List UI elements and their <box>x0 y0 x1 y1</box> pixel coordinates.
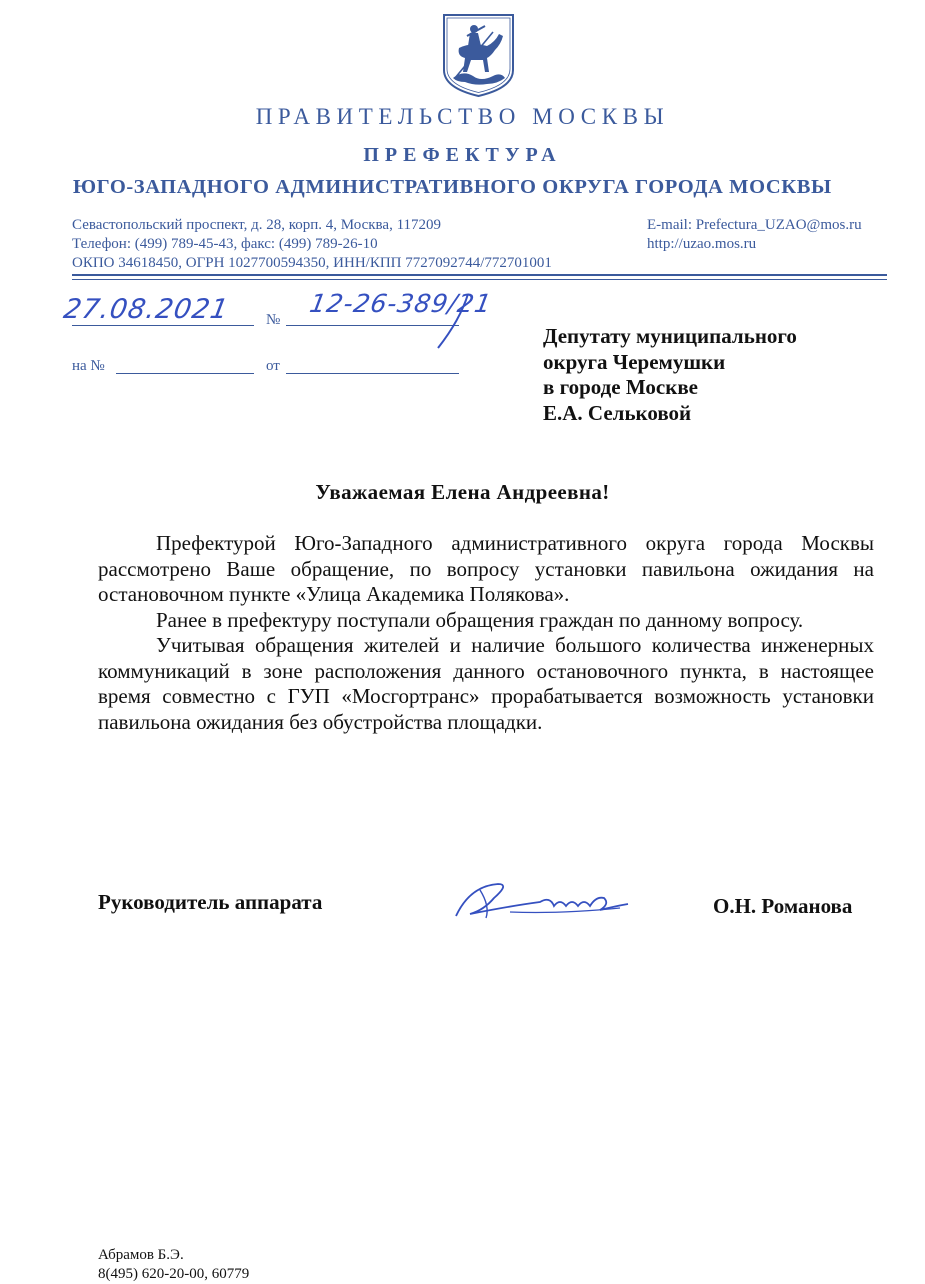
executor-phone: 8(495) 620-20-00, 60779 <box>98 1266 250 1282</box>
recipient-block <box>543 324 797 426</box>
contact-block-right <box>647 216 862 254</box>
greeting: Уважаемая Елена Андреевна! <box>315 480 610 504</box>
recipient-line: округа Черемушки <box>543 349 726 374</box>
prefecture-title: ПРЕФЕКТУРА <box>363 144 562 166</box>
email-line: E-mail: Prefectura_UZAO@mos.ru <box>647 217 862 233</box>
number-label: № <box>266 312 281 328</box>
address-line: Севастопольский проспект, д. 28, корп. 4, Москва, 117209 <box>72 217 442 233</box>
reply-number-label: на № <box>72 358 105 374</box>
phone-line: Телефон: (499) 789-45-43, факс: (499) 789-26-10 <box>72 236 378 252</box>
executor-name: Абрамов Б.Э. <box>98 1247 184 1263</box>
reply-number-line <box>116 373 254 374</box>
reply-date-label: от <box>266 358 280 374</box>
district-title: ЮГО-ЗАПАДНОГО АДМИНИСТРАТИВНОГО ОКРУГА ГОРОДА МОСКВЫ <box>73 176 832 198</box>
government-title: ПРАВИТЕЛЬСТВО МОСКВЫ <box>255 104 670 129</box>
letter-body <box>98 531 874 735</box>
contact-block-left <box>72 216 552 273</box>
codes-line: ОКПО 34618450, ОГРН 1027700594350, ИНН/КПП 7727092744/772701001 <box>72 255 552 271</box>
handwritten-date: 27.08.2021 <box>61 294 232 325</box>
reply-date-line <box>286 373 459 374</box>
website-line: http://uzao.mos.ru <box>647 236 757 252</box>
header-rule-thin <box>72 279 887 280</box>
recipient-line: в городе Москве <box>543 375 698 399</box>
handwritten-signature-icon <box>450 876 635 926</box>
registration-slash-stroke <box>430 290 480 352</box>
body-paragraph: Ранее в префектуру поступали обращения граждан по данному вопросу. <box>156 607 804 632</box>
executor-block <box>98 1246 249 1284</box>
recipient-line: Депутату муниципального <box>543 324 797 348</box>
date-field-line <box>72 325 254 326</box>
recipient-line: Е.А. Сельковой <box>543 400 692 425</box>
signatory-name: О.Н. Романова <box>713 894 853 918</box>
signatory-role: Руководитель аппарата <box>98 890 323 914</box>
body-paragraph: Учитывая обращения жителей и наличие большого количества инженерных коммуникаций в зоне расположения данного остановочного пункта, в настоящее время совместно с ГУП «Мосгортранс» прорабатывается возможность установки павильона ожидания без обустройства площадки. <box>98 633 874 734</box>
body-paragraph: Префектурой Юго-Западного административного округа города Москвы рассмотрено Ваше обращение, по вопросу установки павильона ожидания на остановочном пункте «Улица Академика Полякова». <box>98 531 874 606</box>
header-rule <box>72 274 887 276</box>
handwritten-number: 12-26-389/21 <box>307 289 495 318</box>
moscow-coat-of-arms-icon <box>441 12 516 98</box>
